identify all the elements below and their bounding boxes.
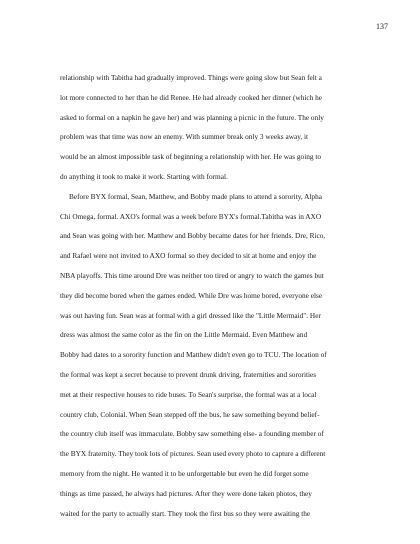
text-line: relationship with Tabitha had gradually improved. Things were going slow but Sean felt a: [60, 73, 322, 82]
text-line: dress was almost the same color as the fin on the Little Mermaid. Even Matthew and: [60, 330, 308, 340]
text-line: would be an almost impossible task of beginning a relationship with her. He was going to: [60, 152, 322, 162]
text-line: was out having fun. Sean was at formal with a girl dressed like the "Little Mermaid". Her: [60, 310, 321, 320]
text-line: they did become bored when the games ended. While Dre was home bored, everyone else: [60, 290, 323, 300]
text-line: Before BYX formal, Sean, Matthew, and Bobby made plans to attend a sorority, Alpha: [69, 191, 322, 201]
text-line: lot more connected to her than he did Renee. He had already cooked her dinner (which he: [60, 92, 322, 102]
text-line: things as time passed, he always had pictures. After they were done taken photos, they: [60, 488, 312, 498]
text-line: country club, Colonial. When Sean stepped off the bus, he saw something beyond belief-: [60, 409, 320, 419]
paragraph-2: [60, 187, 372, 524]
text-line: the formal was kept a secret because to prevent drunk driving, fraternities and sororities: [60, 369, 317, 379]
text-line: NBA playoffs. This time around Dre was neither too tired or angry to watch the games but: [60, 270, 324, 280]
paragraph-1: [60, 68, 372, 187]
text-line: problem was that time was now an enemy. With summer break only 3 weeks away, it: [60, 132, 309, 142]
text-line: met at their respective houses to ride buses. To Sean's surprise, the formal was at a local: [60, 389, 317, 399]
text-line: do anything it took to make it work. Starting with formal.: [60, 171, 228, 181]
text-line: and Rafael were not invited to AXO formal so they decided to sit at home and enjoy the: [60, 251, 317, 261]
text-line: the country club itself was immaculate. Bobby saw something else- a founding member of: [60, 429, 324, 439]
text-line: memory from the night. He wanted it to be unforgettable but even he did forget some: [60, 468, 309, 478]
text-line: asked to formal on a napkin he gave her) and was planning a picnic in the future. The only: [60, 112, 324, 122]
text-line: the BYX fraternity. They took lots of pictures. Sean used every photo to capture a different: [60, 449, 326, 459]
text-line: and Sean was going with her. Matthew and Bobby became dates for her friends. Dre, Rico,: [60, 231, 326, 241]
text-line: waited for the party to actually start. They took the first bus so they were awaiting the: [60, 508, 311, 518]
body-text: [60, 68, 372, 523]
text-line: Bobby had dates to a sorority function and Matthew didn't even go to TCU. The location of: [60, 350, 327, 360]
page-number: 137: [376, 22, 388, 31]
text-line: Chi Omega, formal. AXO's formal was a week before BYX's formal.Tabitha was in AXO: [60, 211, 322, 221]
